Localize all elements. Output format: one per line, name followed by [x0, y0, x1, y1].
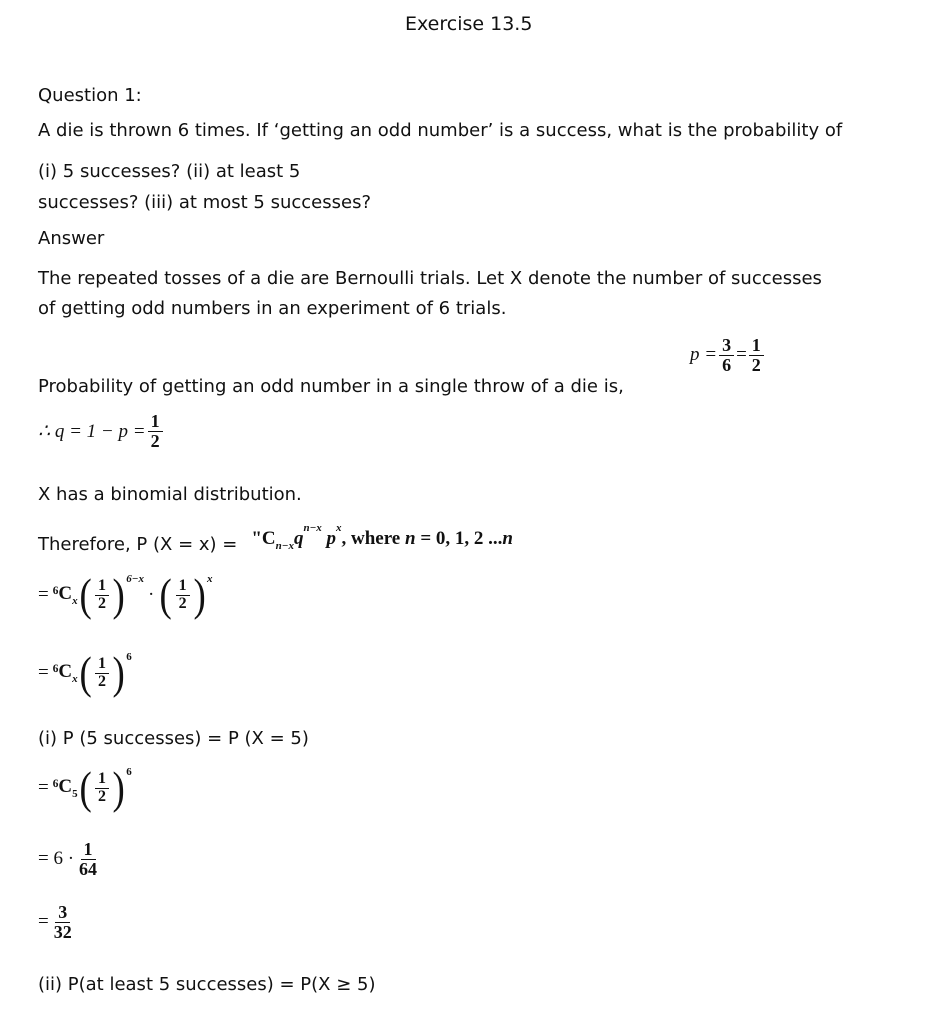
denominator: 64 [79, 858, 98, 879]
fraction-one-half [148, 412, 163, 451]
dot: · [147, 584, 155, 605]
parenthesized-fraction: ( $\frac{1}{2}$ ) [79, 762, 125, 813]
fraction-three-thirty-seconds [51, 903, 75, 942]
step-3 [38, 762, 132, 813]
denominator: 2 [97, 594, 106, 612]
exponent: 6 [126, 651, 132, 663]
denominator: 32 [53, 921, 72, 942]
exponent: 6 [126, 766, 132, 778]
denominator: 2 [178, 594, 187, 612]
numerator: 1 [749, 336, 764, 356]
exponent: 6−x [126, 573, 144, 585]
exponent: x [206, 573, 213, 585]
formula-range-n: n [502, 528, 513, 549]
denominator: 6 [722, 354, 732, 375]
numerator: 1 [148, 412, 163, 432]
page-title: Exercise 13.5 [405, 13, 533, 35]
numerator: 3 [55, 903, 70, 923]
step-2 [38, 647, 132, 698]
part-i-text: (i) P (5 successes) = P (X = 5) [38, 728, 309, 749]
paragraph-line-1: The repeated tosses of a die are Bernoulli trials. Let X denote the number of successes [38, 268, 822, 289]
parenthesized-fraction: ( $\frac{1}{2}$ ) [159, 569, 206, 620]
therefore-text: Therefore, P (X = x) = [38, 534, 238, 555]
numerator: 1 [95, 656, 109, 674]
equals-sign: = [38, 584, 49, 605]
c-sub: x [72, 672, 78, 685]
combination [53, 583, 78, 607]
equals-sign: = [38, 911, 49, 933]
q-equation [38, 412, 165, 451]
c-sub: 5 [72, 787, 78, 800]
c-symbol: ⁶C [52, 583, 73, 605]
equals-sign: = [38, 662, 49, 683]
formula-p: p [326, 528, 336, 549]
combination [53, 776, 78, 800]
answer-label: Answer [38, 228, 105, 249]
binomial-formula [251, 522, 513, 552]
formula-q: q [293, 528, 304, 549]
formula-c-sub: n−x [275, 539, 294, 552]
step-1 [38, 569, 213, 620]
formula-where: , where [341, 528, 401, 549]
formula-c: "C [251, 528, 276, 549]
numerator: 1 [81, 840, 96, 860]
numerator: 3 [719, 336, 734, 356]
c-symbol: ⁶C [52, 661, 73, 683]
question-text-line-3: successes? (iii) at most 5 successes? [38, 192, 372, 213]
formula-p-exp: x [336, 522, 342, 534]
denominator: 2 [97, 787, 106, 805]
binomial-text: X has a binomial distribution. [38, 484, 302, 505]
formula-range: = 0, 1, 2 ... [420, 528, 503, 549]
fraction-one-sixty-fourth [76, 840, 100, 879]
p-equation [690, 336, 766, 375]
formula-n: n [405, 528, 416, 549]
fraction-three-sixths [719, 336, 734, 375]
q-lhs: ∴ q = 1 − p = [38, 420, 146, 442]
equals-sign: = [736, 344, 747, 366]
numerator: 1 [95, 578, 109, 596]
question-text-line-2: (i) 5 successes? (ii) at least 5 [38, 161, 301, 182]
combination [53, 661, 78, 685]
step-4-prefix: = 6 · [38, 848, 75, 870]
c-symbol: ⁶C [52, 776, 73, 798]
question-text-line-1: A die is thrown 6 times. If ‘getting an odd number’ is a success, what is the probability of [38, 120, 843, 141]
denominator: 2 [97, 672, 106, 690]
equals-sign: = [38, 777, 49, 798]
p-lhs: p = [690, 344, 718, 366]
therefore-line [38, 524, 513, 558]
denominator: 2 [150, 430, 160, 451]
denominator: 2 [751, 354, 761, 375]
numerator: 1 [176, 578, 190, 596]
part-ii-text: (ii) P(at least 5 successes) = P(X ≥ 5) [38, 974, 376, 995]
prob-odd-text: Probability of getting an odd number in a single throw of a die is, [38, 376, 624, 397]
fraction-one-half [749, 336, 764, 375]
step-5 [38, 903, 77, 942]
question-label: Question 1: [38, 85, 142, 106]
numerator: 1 [95, 771, 109, 789]
step-4 [38, 840, 102, 879]
paragraph-line-2: of getting odd numbers in an experiment of 6 trials. [38, 298, 507, 319]
c-sub: x [72, 594, 78, 607]
parenthesized-fraction: ( $\frac{1}{2}$ ) [79, 647, 125, 698]
formula-q-exp: n−x [303, 522, 322, 534]
parenthesized-fraction: ( $\frac{1}{2}$ ) [79, 569, 125, 620]
